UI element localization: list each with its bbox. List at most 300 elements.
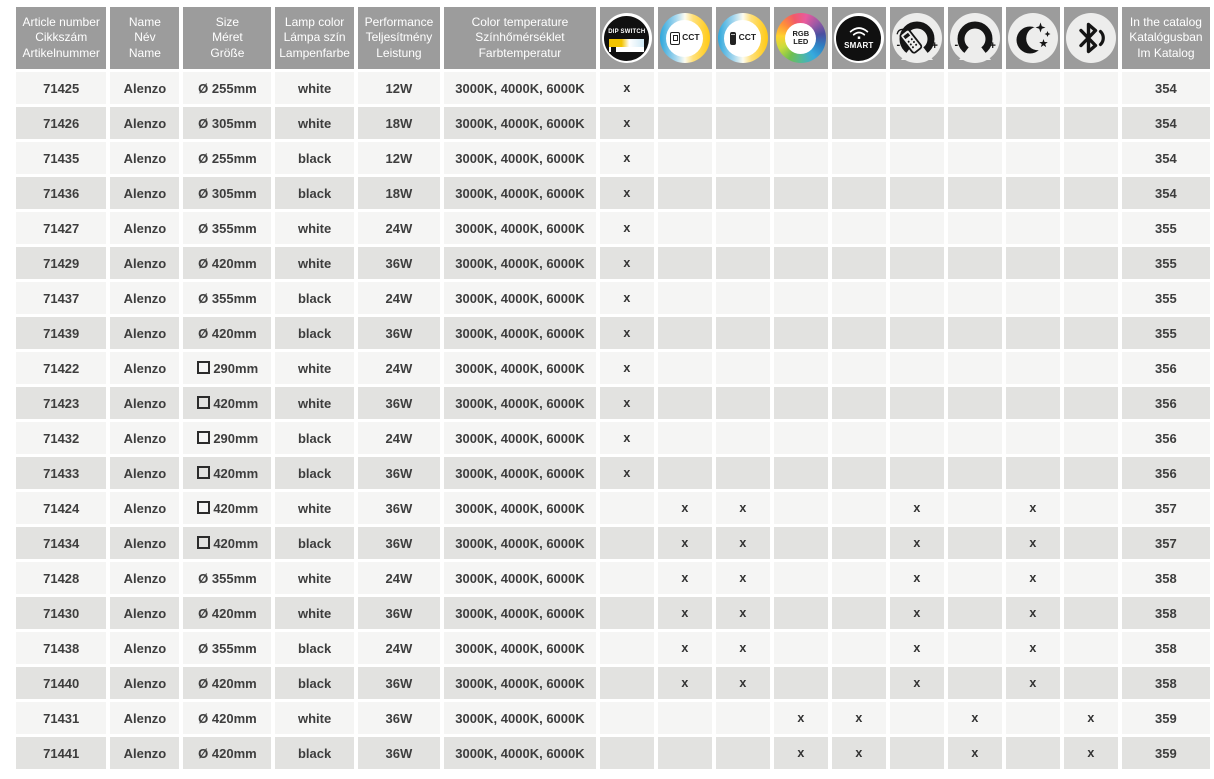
feature-cell-dip-switch: x [600, 212, 654, 244]
table-row [16, 247, 1210, 279]
table-row [16, 702, 1210, 734]
dip-switch-label: DIP SWITCH [608, 29, 646, 36]
color-temperature-cell: 3000K, 4000K, 6000K [444, 107, 596, 139]
article-number-cell: 71439 [16, 317, 106, 349]
feature-cell-dimmer [948, 352, 1002, 384]
size-cell: 420mm [183, 527, 271, 559]
feature-cell-cct-switch [658, 387, 712, 419]
feature-cell-remote-dimmer [890, 142, 944, 174]
article-number-cell: 71436 [16, 177, 106, 209]
feature-cell-cct-remote [716, 387, 770, 419]
name-cell: Alenzo [110, 317, 179, 349]
name-cell: Alenzo [110, 247, 179, 279]
feature-cell-dimmer [948, 142, 1002, 174]
night-mode-icon [1008, 13, 1058, 63]
col-header-article-number: Article number Cikkszám Artikelnummer [16, 7, 106, 69]
feature-cell-cct-remote [716, 282, 770, 314]
feature-cell-dip-switch [600, 597, 654, 629]
feature-cell-dimmer [948, 247, 1002, 279]
feature-cell-remote-dimmer: x [890, 527, 944, 559]
article-number-cell: 71424 [16, 492, 106, 524]
catalog-page-cell: 355 [1122, 317, 1210, 349]
size-cell: Ø 420mm [183, 317, 271, 349]
svg-text:+: + [989, 40, 996, 52]
performance-cell: 36W [358, 387, 440, 419]
feature-cell-dimmer [948, 177, 1002, 209]
feature-cell-dimmer: x [948, 702, 1002, 734]
size-cell: Ø 355mm [183, 632, 271, 664]
feature-cell-night-mode: x [1006, 632, 1060, 664]
diameter-icon: Ø [198, 675, 209, 691]
lamp-color-cell: white [275, 492, 353, 524]
table-row [16, 667, 1210, 699]
square-icon [197, 501, 210, 514]
feature-cell-night-mode [1006, 142, 1060, 174]
diameter-icon: Ø [198, 115, 209, 131]
feature-cell-cct-switch: x [658, 492, 712, 524]
article-number-cell: 71425 [16, 72, 106, 104]
catalog-page-cell: 357 [1122, 527, 1210, 559]
diameter-icon: Ø [198, 745, 209, 761]
article-number-cell: 71422 [16, 352, 106, 384]
lamp-color-cell: white [275, 212, 353, 244]
catalog-page-cell: 355 [1122, 212, 1210, 244]
feature-cell-dimmer [948, 632, 1002, 664]
svg-text:-: - [896, 39, 900, 51]
name-cell: Alenzo [110, 212, 179, 244]
feature-cell-cct-remote: x [716, 562, 770, 594]
table-row [16, 492, 1210, 524]
feature-cell-dip-switch: x [600, 107, 654, 139]
article-number-cell: 71435 [16, 142, 106, 174]
feature-cell-night-mode [1006, 422, 1060, 454]
feature-cell-bluetooth [1064, 562, 1118, 594]
feature-cell-dip-switch [600, 632, 654, 664]
table-row [16, 737, 1210, 769]
feature-cell-cct-switch [658, 212, 712, 244]
name-cell: Alenzo [110, 632, 179, 664]
feature-cell-remote-dimmer: x [890, 562, 944, 594]
col-header-lamp-color: Lamp color Lámpa szín Lampenfarbe [275, 7, 353, 69]
col-header-smart [832, 7, 886, 69]
feature-cell-rgb-led [774, 667, 828, 699]
feature-cell-cct-remote [716, 737, 770, 769]
color-temperature-cell: 3000K, 4000K, 6000K [444, 562, 596, 594]
lamp-color-cell: white [275, 387, 353, 419]
performance-cell: 12W [358, 142, 440, 174]
feature-cell-smart [832, 282, 886, 314]
dip-switch-icon [602, 13, 652, 63]
lamp-color-cell: black [275, 422, 353, 454]
feature-cell-night-mode [1006, 107, 1060, 139]
article-number-cell: 71423 [16, 387, 106, 419]
col-header-name: Name Név Name [110, 7, 179, 69]
performance-cell: 36W [358, 317, 440, 349]
feature-cell-cct-switch [658, 142, 712, 174]
name-cell: Alenzo [110, 667, 179, 699]
feature-cell-smart [832, 142, 886, 174]
feature-cell-dip-switch [600, 702, 654, 734]
performance-cell: 36W [358, 492, 440, 524]
feature-cell-cct-switch [658, 422, 712, 454]
lamp-color-cell: white [275, 247, 353, 279]
catalog-page-cell: 355 [1122, 282, 1210, 314]
performance-cell: 24W [358, 632, 440, 664]
feature-cell-night-mode: x [1006, 667, 1060, 699]
feature-cell-smart [832, 632, 886, 664]
feature-cell-dip-switch: x [600, 422, 654, 454]
performance-cell: 24W [358, 212, 440, 244]
feature-cell-remote-dimmer [890, 457, 944, 489]
diameter-icon: Ø [198, 220, 209, 236]
table-row [16, 422, 1210, 454]
feature-cell-dimmer [948, 597, 1002, 629]
feature-cell-rgb-led [774, 282, 828, 314]
article-number-cell: 71427 [16, 212, 106, 244]
feature-cell-rgb-led [774, 177, 828, 209]
color-temperature-cell: 3000K, 4000K, 6000K [444, 492, 596, 524]
catalog-page-cell: 354 [1122, 142, 1210, 174]
diameter-icon: Ø [198, 290, 209, 306]
col-header-size: Size Méret Größe [183, 7, 271, 69]
feature-cell-bluetooth [1064, 247, 1118, 279]
name-cell: Alenzo [110, 72, 179, 104]
wifi-glyph [848, 25, 870, 40]
catalog-page-cell: 356 [1122, 352, 1210, 384]
feature-cell-dip-switch: x [600, 457, 654, 489]
color-temperature-cell: 3000K, 4000K, 6000K [444, 667, 596, 699]
size-cell: Ø 305mm [183, 177, 271, 209]
size-cell: Ø 420mm [183, 737, 271, 769]
article-number-cell: 71428 [16, 562, 106, 594]
table-row [16, 597, 1210, 629]
feature-cell-rgb-led [774, 247, 828, 279]
feature-cell-smart [832, 492, 886, 524]
color-temperature-cell: 3000K, 4000K, 6000K [444, 212, 596, 244]
col-header-performance: Performance Teljesítmény Leistung [358, 7, 440, 69]
lamp-color-cell: black [275, 457, 353, 489]
feature-cell-cct-switch [658, 352, 712, 384]
feature-cell-night-mode [1006, 212, 1060, 244]
article-number-cell: 71441 [16, 737, 106, 769]
table-row [16, 72, 1210, 104]
feature-cell-dimmer [948, 562, 1002, 594]
dimmer-icon [950, 13, 1000, 63]
table-row [16, 107, 1210, 139]
feature-cell-remote-dimmer [890, 247, 944, 279]
rgb-led-label: RGB LED [792, 29, 810, 46]
name-cell: Alenzo [110, 737, 179, 769]
color-temperature-cell: 3000K, 4000K, 6000K [444, 317, 596, 349]
product-table [12, 4, 1214, 772]
feature-cell-rgb-led [774, 457, 828, 489]
lamp-color-cell: black [275, 737, 353, 769]
feature-cell-smart [832, 562, 886, 594]
catalog-page-cell: 358 [1122, 597, 1210, 629]
square-icon [197, 466, 210, 479]
rgb-led-icon [776, 13, 826, 63]
feature-cell-bluetooth [1064, 107, 1118, 139]
feature-cell-cct-remote: x [716, 597, 770, 629]
feature-cell-dimmer [948, 667, 1002, 699]
color-temperature-cell: 3000K, 4000K, 6000K [444, 632, 596, 664]
feature-cell-dip-switch: x [600, 352, 654, 384]
feature-cell-dimmer [948, 282, 1002, 314]
feature-cell-dip-switch [600, 492, 654, 524]
feature-cell-rgb-led [774, 212, 828, 244]
feature-cell-smart [832, 212, 886, 244]
feature-cell-rgb-led [774, 352, 828, 384]
feature-cell-night-mode: x [1006, 597, 1060, 629]
performance-cell: 24W [358, 352, 440, 384]
feature-cell-remote-dimmer [890, 387, 944, 419]
size-cell: Ø 420mm [183, 702, 271, 734]
catalog-page-cell: 358 [1122, 562, 1210, 594]
feature-cell-cct-switch [658, 247, 712, 279]
feature-cell-night-mode [1006, 387, 1060, 419]
size-cell: Ø 355mm [183, 212, 271, 244]
color-temperature-cell: 3000K, 4000K, 6000K [444, 457, 596, 489]
feature-cell-dip-switch [600, 527, 654, 559]
table-row [16, 387, 1210, 419]
col-header-bluetooth [1064, 7, 1118, 69]
color-temperature-cell: 3000K, 4000K, 6000K [444, 597, 596, 629]
feature-cell-bluetooth [1064, 527, 1118, 559]
col-header-cct-switch [658, 7, 712, 69]
feature-cell-smart [832, 177, 886, 209]
feature-cell-dip-switch: x [600, 177, 654, 209]
wall-switch-glyph [670, 32, 680, 45]
feature-cell-bluetooth [1064, 352, 1118, 384]
cct-label: CCT [738, 32, 757, 43]
feature-cell-dip-switch: x [600, 282, 654, 314]
size-cell: Ø 255mm [183, 142, 271, 174]
cct-label: CCT [682, 32, 700, 43]
performance-cell: 24W [358, 422, 440, 454]
diameter-icon: Ø [198, 150, 209, 166]
feature-cell-bluetooth: x [1064, 702, 1118, 734]
performance-cell: 18W [358, 177, 440, 209]
size-cell: 290mm [183, 352, 271, 384]
feature-cell-smart [832, 247, 886, 279]
feature-cell-rgb-led [774, 107, 828, 139]
feature-cell-cct-remote [716, 247, 770, 279]
table-row [16, 177, 1210, 209]
feature-cell-remote-dimmer [890, 737, 944, 769]
feature-cell-night-mode [1006, 352, 1060, 384]
lamp-color-cell: black [275, 317, 353, 349]
feature-cell-cct-remote [716, 317, 770, 349]
feature-cell-night-mode: x [1006, 492, 1060, 524]
diameter-icon: Ø [198, 325, 209, 341]
lamp-color-cell: black [275, 282, 353, 314]
feature-cell-bluetooth [1064, 387, 1118, 419]
name-cell: Alenzo [110, 457, 179, 489]
feature-cell-dimmer [948, 422, 1002, 454]
feature-cell-smart [832, 387, 886, 419]
feature-cell-dimmer [948, 72, 1002, 104]
feature-cell-remote-dimmer: x [890, 597, 944, 629]
feature-cell-remote-dimmer [890, 212, 944, 244]
feature-cell-night-mode: x [1006, 527, 1060, 559]
feature-cell-remote-dimmer: x [890, 667, 944, 699]
feature-cell-cct-remote: x [716, 527, 770, 559]
performance-cell: 24W [358, 282, 440, 314]
cct-wall-switch-icon [660, 13, 710, 63]
name-cell: Alenzo [110, 107, 179, 139]
col-header-dip-switch [600, 7, 654, 69]
catalog-page-cell: 354 [1122, 72, 1210, 104]
feature-cell-night-mode [1006, 737, 1060, 769]
col-header-cct-remote [716, 7, 770, 69]
feature-cell-cct-remote: x [716, 492, 770, 524]
article-number-cell: 71437 [16, 282, 106, 314]
feature-cell-rgb-led [774, 527, 828, 559]
svg-text:-: - [954, 39, 958, 51]
performance-cell: 18W [358, 107, 440, 139]
feature-cell-cct-switch: x [658, 632, 712, 664]
name-cell: Alenzo [110, 177, 179, 209]
feature-cell-rgb-led [774, 317, 828, 349]
catalog-page-cell: 354 [1122, 107, 1210, 139]
color-temperature-cell: 3000K, 4000K, 6000K [444, 527, 596, 559]
square-icon [197, 536, 210, 549]
performance-cell: 12W [358, 72, 440, 104]
name-cell: Alenzo [110, 282, 179, 314]
feature-cell-remote-dimmer [890, 282, 944, 314]
lamp-color-cell: white [275, 562, 353, 594]
catalog-page-cell: 358 [1122, 667, 1210, 699]
feature-cell-cct-remote [716, 422, 770, 454]
feature-cell-remote-dimmer [890, 177, 944, 209]
feature-cell-cct-switch [658, 317, 712, 349]
performance-cell: 36W [358, 457, 440, 489]
feature-cell-smart [832, 72, 886, 104]
article-number-cell: 71440 [16, 667, 106, 699]
performance-cell: 36W [358, 527, 440, 559]
catalog-page-cell: 357 [1122, 492, 1210, 524]
name-cell: Alenzo [110, 422, 179, 454]
svg-text:+: + [931, 40, 938, 52]
size-cell: Ø 355mm [183, 282, 271, 314]
col-header-remote-dimmer [890, 7, 944, 69]
catalog-page-cell: 356 [1122, 387, 1210, 419]
article-number-cell: 71430 [16, 597, 106, 629]
feature-cell-rgb-led [774, 422, 828, 454]
feature-cell-night-mode [1006, 247, 1060, 279]
feature-cell-dip-switch [600, 562, 654, 594]
table-row [16, 352, 1210, 384]
col-header-catalog: In the catalog Katalógusban Im Katalog [1122, 7, 1210, 69]
feature-cell-bluetooth [1064, 142, 1118, 174]
feature-cell-bluetooth: x [1064, 737, 1118, 769]
feature-cell-bluetooth [1064, 667, 1118, 699]
smart-wifi-icon [834, 13, 884, 63]
smart-label: SMART [844, 40, 874, 50]
catalog-page-cell: 354 [1122, 177, 1210, 209]
size-cell: Ø 255mm [183, 72, 271, 104]
name-cell: Alenzo [110, 352, 179, 384]
color-temperature-cell: 3000K, 4000K, 6000K [444, 247, 596, 279]
color-temperature-cell: 3000K, 4000K, 6000K [444, 702, 596, 734]
feature-cell-night-mode [1006, 72, 1060, 104]
feature-cell-dimmer [948, 387, 1002, 419]
size-cell: 290mm [183, 422, 271, 454]
name-cell: Alenzo [110, 527, 179, 559]
dip-switch-bar [609, 39, 644, 52]
feature-cell-cct-switch: x [658, 562, 712, 594]
diameter-icon: Ø [198, 640, 209, 656]
table-header-row [16, 7, 1210, 69]
color-temperature-cell: 3000K, 4000K, 6000K [444, 177, 596, 209]
size-cell: 420mm [183, 492, 271, 524]
feature-cell-cct-switch: x [658, 527, 712, 559]
feature-cell-cct-switch [658, 737, 712, 769]
feature-cell-dimmer [948, 457, 1002, 489]
table-row [16, 212, 1210, 244]
lamp-color-cell: white [275, 107, 353, 139]
feature-cell-remote-dimmer [890, 352, 944, 384]
feature-cell-night-mode [1006, 457, 1060, 489]
feature-cell-bluetooth [1064, 212, 1118, 244]
performance-cell: 36W [358, 737, 440, 769]
name-cell: Alenzo [110, 492, 179, 524]
name-cell: Alenzo [110, 142, 179, 174]
feature-cell-remote-dimmer [890, 702, 944, 734]
color-temperature-cell: 3000K, 4000K, 6000K [444, 282, 596, 314]
catalog-page-cell: 356 [1122, 457, 1210, 489]
col-header-rgb-led [774, 7, 828, 69]
lamp-color-cell: black [275, 667, 353, 699]
feature-cell-smart [832, 597, 886, 629]
cct-remote-icon [718, 13, 768, 63]
feature-cell-cct-switch: x [658, 667, 712, 699]
feature-cell-cct-remote [716, 212, 770, 244]
feature-cell-bluetooth [1064, 632, 1118, 664]
feature-cell-cct-switch [658, 282, 712, 314]
table-row [16, 562, 1210, 594]
feature-cell-dimmer: x [948, 737, 1002, 769]
col-header-dimmer [948, 7, 1002, 69]
feature-cell-cct-remote [716, 72, 770, 104]
feature-cell-remote-dimmer [890, 107, 944, 139]
square-icon [197, 396, 210, 409]
feature-cell-cct-remote [716, 702, 770, 734]
catalog-page-cell: 355 [1122, 247, 1210, 279]
feature-cell-night-mode: x [1006, 562, 1060, 594]
catalog-page-cell: 358 [1122, 632, 1210, 664]
feature-cell-rgb-led [774, 632, 828, 664]
feature-cell-cct-switch [658, 457, 712, 489]
table-row [16, 317, 1210, 349]
name-cell: Alenzo [110, 597, 179, 629]
feature-cell-rgb-led: x [774, 702, 828, 734]
feature-cell-night-mode [1006, 282, 1060, 314]
remote-glyph [730, 32, 736, 45]
feature-cell-night-mode [1006, 177, 1060, 209]
feature-cell-dimmer [948, 212, 1002, 244]
feature-cell-rgb-led [774, 72, 828, 104]
article-number-cell: 71432 [16, 422, 106, 454]
table-row [16, 457, 1210, 489]
remote-dimmer-icon [892, 13, 942, 63]
size-cell: Ø 305mm [183, 107, 271, 139]
feature-cell-cct-remote [716, 352, 770, 384]
performance-cell: 36W [358, 667, 440, 699]
feature-cell-cct-switch: x [658, 597, 712, 629]
feature-cell-rgb-led [774, 387, 828, 419]
name-cell: Alenzo [110, 562, 179, 594]
